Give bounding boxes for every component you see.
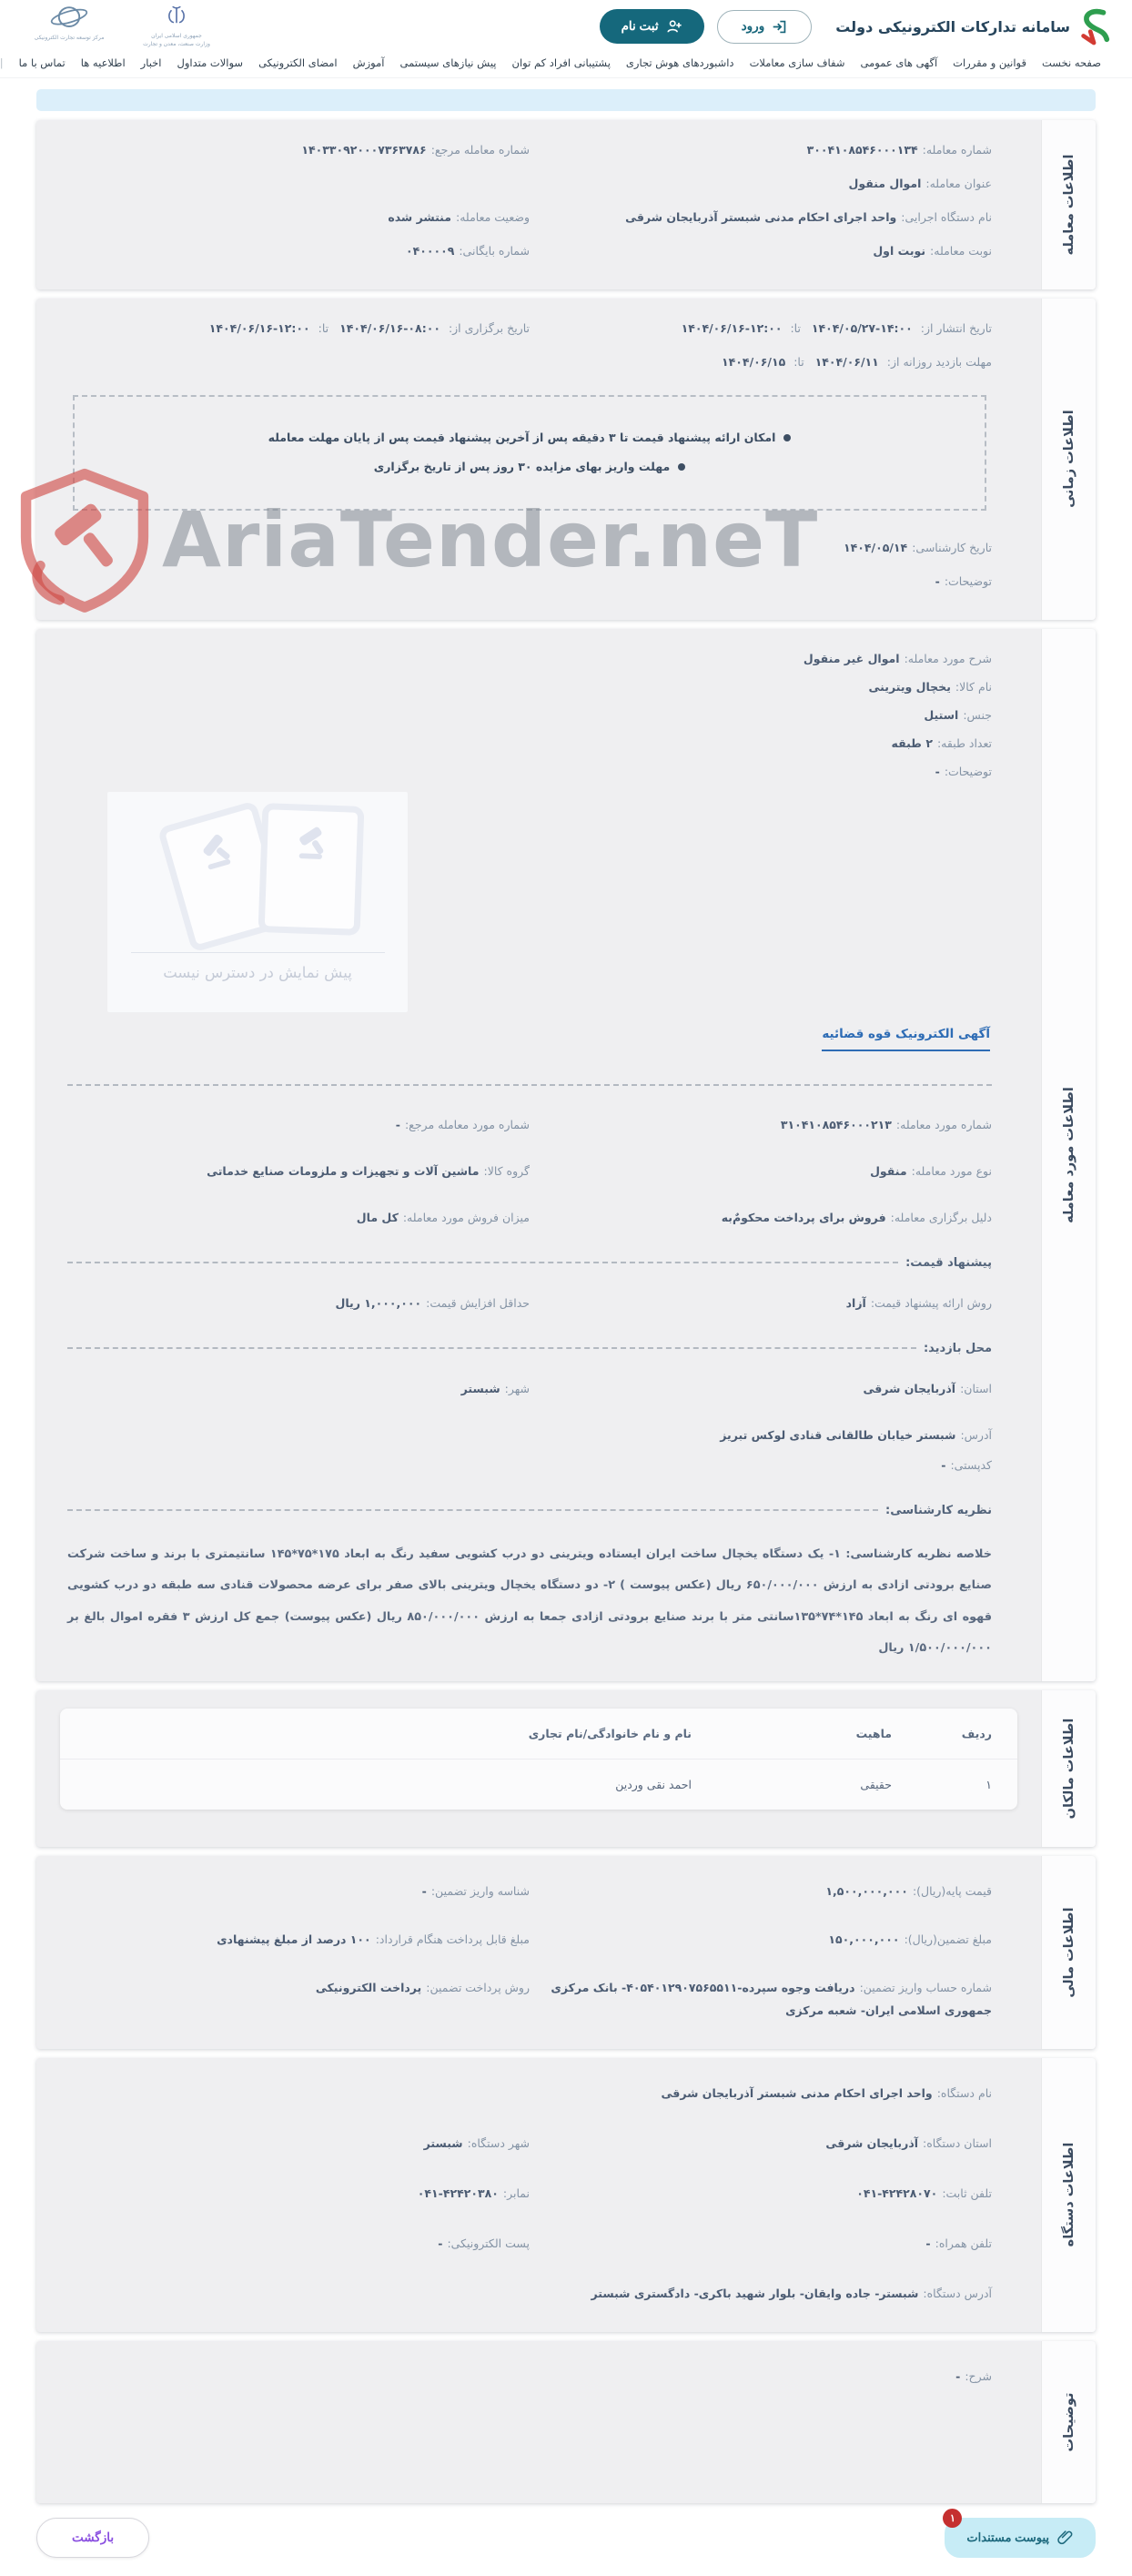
- owners-table: [60, 1709, 1017, 1810]
- section-title-explanations: توضیحات: [1041, 2341, 1096, 2503]
- nav-home[interactable]: صفحه نخست: [1041, 56, 1101, 69]
- expert-opinion-divider: نظریه کارشناسی:: [67, 1504, 992, 1517]
- field-shelf-count: [67, 732, 992, 755]
- field-value: ۱۴۰۴/۰۶/۱۶-۱۲:۰۰: [681, 321, 783, 335]
- field-explanation: [67, 2365, 992, 2388]
- field-value: استیل: [924, 707, 959, 722]
- field-deal-status: [67, 206, 530, 228]
- footer-actions: [36, 2512, 1096, 2558]
- field-subject-notes: [67, 760, 992, 783]
- ecommerce-center-logo: [27, 5, 111, 42]
- field-label: قیمت پایه(ریال):: [912, 1883, 992, 1898]
- cell-row-number: ۱: [985, 1777, 992, 1791]
- field-label: تعداد طبقه:: [936, 735, 992, 750]
- field-value: آزاد: [845, 1295, 866, 1310]
- section-subject-info: [36, 629, 1096, 1681]
- field-archive-number: [67, 239, 530, 262]
- field-mobile: [530, 2232, 992, 2255]
- field-offer-method: [530, 1292, 992, 1314]
- field-value: -: [438, 2236, 443, 2250]
- nav-system-requirements[interactable]: پیش نیازهای سیستمی: [399, 56, 497, 69]
- field-device-city: [67, 2132, 530, 2155]
- back-button[interactable]: بازگشت: [36, 2518, 149, 2558]
- field-label: عنوان معامله:: [925, 177, 992, 190]
- expert-summary-paragraph: خلاصه نظریه کارشناسی: ۱- یک دستگاه یخچال ساخت ایران ایستاده ویترینی دو درب کشویی سفید رنگ به ابعاد ۱۷۵*۷۵*۱۴۵ سانتیمتری با برند و ساخت شرکت صنایع برودتی ازادی به ارزش ۶۵۰/۰۰۰/۰۰۰ ریال (عکس پیوست ) ۲- دو دستگاه یخچال ویترینی بالای صفر برای عرضه محصولات قنادی سه طبقه دو درب کشویی قهوه ای رنگ به ابعاد ۱۴۵*۷۴*۱۳۵سانتی متر با برند صنایع برودتی ازادی جمعا به ارزش ۸۵۰/۰۰۰/۰۰۰ ریال (عکس پیوست) جمع کل ارزش ۳ فقره اموال بالغ بر ۱/۵۰۰/۰۰۰/۰۰۰ ریال: [67, 1547, 992, 1656]
- register-label: ثبت نام: [621, 19, 659, 33]
- field-value: -: [935, 573, 940, 588]
- image-preview-placeholder: [107, 792, 408, 1012]
- login-button[interactable]: [717, 10, 813, 44]
- col-row-number: ردیف: [961, 1726, 992, 1740]
- field-value: واحد اجرای احکام مدنی شبستر آذربایجان شرقی: [661, 2085, 933, 2100]
- field-city: [67, 1377, 530, 1400]
- field-label: مبلغ تضمین(ریال):: [904, 1932, 992, 1946]
- section-owners-info: [36, 1690, 1096, 1847]
- ministry-caption-line1: جمهوری اسلامی ایران: [151, 33, 202, 39]
- field-label: شماره بایگانی:: [459, 244, 530, 258]
- nav-bi-dashboards[interactable]: داشبوردهای هوش تجاری: [625, 56, 734, 69]
- field-label: جنس:: [963, 707, 992, 722]
- field-label: کدپستی:: [950, 1457, 992, 1472]
- field-publish-range: [530, 317, 992, 340]
- field-value: آذربایجان شرقی: [825, 2135, 919, 2150]
- nav-training[interactable]: آموزش: [352, 56, 385, 69]
- field-label: توضیحات:: [944, 573, 992, 588]
- field-visit-range: [67, 350, 992, 373]
- field-value: ۱۴۰۴/۰۶/۱۱: [814, 355, 879, 369]
- field-label: روش ارائه پیشنهاد قیمت:: [870, 1295, 992, 1310]
- section-financial-info: [36, 1856, 1096, 2049]
- field-label: پست الکترونیکی:: [447, 2236, 530, 2250]
- field-label: وضعیت معامله:: [456, 210, 530, 224]
- field-label: استان:: [960, 1381, 992, 1395]
- field-value: ۱۴۰۴/۰۵/۲۷-۱۴:۰۰: [811, 321, 913, 335]
- cell-nature: حقیقی: [860, 1777, 892, 1791]
- owners-content: [36, 1690, 1041, 1847]
- field-value: -: [395, 1117, 400, 1131]
- field-ref-number: [67, 138, 530, 161]
- field-label: نام دستگاه اجرایی:: [901, 210, 992, 224]
- price-offer-divider: پیشنهاد قیمت:: [67, 1256, 992, 1270]
- gavel-icon: [290, 819, 334, 863]
- section-title-deal: اطلاعات معامله: [1041, 120, 1096, 289]
- col-nature: ماهیت: [855, 1726, 892, 1740]
- field-value: شبستر: [460, 1381, 500, 1395]
- field-deal-title: [67, 172, 992, 195]
- ministry-emblem-logo: [135, 5, 218, 48]
- field-material: [67, 704, 992, 726]
- document-card-icon: [258, 803, 365, 936]
- field-value: شبستر- جاده وایقان- بلوار شهید باکری- دادگستری شبستر: [591, 2286, 919, 2300]
- field-label: نوبت معامله:: [930, 244, 992, 258]
- setad-logo-icon: [1077, 7, 1112, 46]
- field-deal-number: [530, 138, 992, 161]
- field-label: تاریخ کارشناسی:: [912, 540, 992, 554]
- field-label: آدرس دستگاه:: [923, 2286, 992, 2300]
- field-value: -: [955, 2368, 961, 2383]
- field-device-name: [67, 2082, 992, 2104]
- field-value: آذربایجان شرقی: [863, 1381, 956, 1395]
- field-label: آدرس:: [960, 1427, 992, 1442]
- field-fax: [67, 2182, 530, 2205]
- table-row: [60, 1760, 1017, 1810]
- field-label: تا:: [318, 321, 329, 335]
- field-goods-name: [67, 675, 992, 698]
- nav-rules[interactable]: قوانین و مقررات: [953, 56, 1026, 69]
- header: [0, 0, 1132, 53]
- note-text: مهلت واریز بهای مزایده ۳۰ روز پس از تاریخ برگزاری: [373, 460, 671, 474]
- field-deal-round: [530, 239, 992, 262]
- subject-content: [36, 629, 1041, 1681]
- section-title-owners: اطلاعات مالکان: [1041, 1690, 1096, 1847]
- register-person-icon: [666, 18, 682, 35]
- field-value: ۰۴۰۰۰۰۹: [405, 244, 455, 258]
- iran-emblem-icon: [163, 5, 190, 32]
- field-deposit-id: [67, 1880, 530, 1902]
- section-explanations: [36, 2341, 1096, 2503]
- field-label: توضیحات:: [944, 764, 992, 778]
- field-label: نام کالا:: [955, 679, 992, 694]
- field-label: مبلغ قابل پرداخت هنگام قرارداد:: [375, 1932, 530, 1946]
- field-value: ۳۱۰۴۱۰۸۵۴۶۰۰۰۲۱۳: [780, 1117, 892, 1131]
- cell-name: احمد نقی وردین: [615, 1777, 692, 1791]
- field-expert-date: [67, 536, 992, 559]
- field-label: تلفن ثابت:: [942, 2186, 992, 2200]
- field-value: منقول: [870, 1163, 907, 1178]
- field-value: ماشین آلات و تجهیزات و ملزومات صنایع خدماتی: [207, 1163, 480, 1178]
- field-label: گروه کالا:: [483, 1163, 530, 1178]
- field-value: کل مال: [356, 1210, 399, 1224]
- register-button[interactable]: [600, 9, 704, 44]
- nav-announcements[interactable]: اطلاعیه ها: [80, 56, 126, 69]
- field-label: تلفن همراه:: [935, 2236, 992, 2250]
- field-label: دلیل برگزاری معامله:: [890, 1210, 992, 1224]
- field-label: شماره معامله:: [922, 143, 992, 157]
- preview-unavailable-text: پیش نمایش در دسترس نیست: [163, 963, 352, 981]
- site-brand[interactable]: [835, 7, 1112, 46]
- field-label: شرح:: [965, 2368, 992, 2383]
- nav-faq[interactable]: سوالات متداول: [177, 56, 244, 69]
- field-value: پرداخت الکترونیکی: [315, 1980, 422, 1994]
- field-email: [67, 2232, 530, 2255]
- field-value: ۱,۵۰۰,۰۰۰,۰۰۰: [825, 1883, 908, 1898]
- field-label: حداقل افزایش قیمت:: [426, 1295, 530, 1310]
- field-value: ۱۴۰۴/۰۶/۱۶-۱۲:۰۰: [208, 321, 310, 335]
- site-title: سامانه تدارکات الکترونیکی دولت: [835, 17, 1070, 35]
- field-subject-description: [67, 647, 992, 670]
- field-label: نمابر:: [502, 2186, 530, 2200]
- paperclip-icon: [1057, 2530, 1074, 2546]
- field-label: استان دستگاه:: [923, 2135, 992, 2150]
- field-label: نوع مورد معامله:: [911, 1163, 992, 1178]
- field-subject-ref-number: [67, 1113, 530, 1136]
- field-value: ۱۴۰۴/۰۵/۱۴: [844, 540, 908, 554]
- field-label: تاریخ برگزاری از:: [448, 321, 530, 335]
- field-value: -: [925, 2236, 931, 2250]
- field-label: شماره معامله مرجع:: [430, 143, 530, 157]
- field-postal-code: [67, 1454, 992, 1476]
- nav-public-ads[interactable]: آگهی های عمومی: [860, 56, 938, 69]
- login-label: ورود: [741, 19, 765, 33]
- watermark-text: AriaTender.neT: [162, 495, 819, 584]
- owners-table-header: [60, 1709, 1017, 1760]
- field-holding-reason: [530, 1206, 992, 1229]
- field-value: ۰۴۱-۴۲۴۲۰۳۸۰: [417, 2186, 499, 2200]
- field-value: ۳۰۰۴۱۰۸۵۴۶۰۰۰۱۳۴: [806, 143, 918, 157]
- field-deposit-account: [530, 1976, 992, 2022]
- nav-separator: |: [0, 56, 4, 69]
- preview-documents-graphic: [116, 803, 399, 947]
- nav-news[interactable]: اخبار: [140, 56, 162, 69]
- section-title-timing: اطلاعات زمانی: [1041, 299, 1096, 620]
- field-label: شهر دستگاه:: [467, 2135, 530, 2150]
- field-label: شماره مورد معامله:: [895, 1117, 992, 1131]
- field-value: اموال غیر منقول: [803, 651, 900, 665]
- field-value: ۱۴۰۳۳۰۹۲۰۰۰۷۳۶۳۷۸۶: [301, 143, 427, 157]
- section-title-financial: اطلاعات مالی: [1041, 1856, 1096, 2049]
- field-value: ۲ طبقه: [891, 735, 933, 750]
- field-min-increase: [67, 1292, 530, 1314]
- field-sale-portion: [67, 1206, 530, 1229]
- field-label: شماره حساب واریز تضمین:: [859, 1980, 992, 1994]
- field-label: نام دستگاه:: [936, 2085, 992, 2100]
- field-goods-group: [67, 1160, 530, 1182]
- gavel-icon: [190, 823, 242, 875]
- section-deal-info: [36, 120, 1096, 289]
- note-item: [91, 455, 968, 479]
- main-nav: [0, 53, 1132, 78]
- field-label: میزان فروش مورد معامله:: [402, 1210, 530, 1224]
- ecommerce-center-caption: مرکز توسعه تجارت الکترونیکی: [34, 35, 105, 41]
- field-address: [67, 1424, 992, 1446]
- device-content: [36, 2058, 1041, 2332]
- col-name: نام و نام خانوادگی/نام تجاری: [528, 1726, 692, 1740]
- field-value: -: [421, 1883, 427, 1898]
- visit-location-divider: محل بازدید:: [67, 1342, 992, 1355]
- field-value: اموال منقول: [848, 177, 922, 190]
- field-value: واحد اجرای احکام مدنی شبستر آذربایجان شرقی: [625, 210, 897, 224]
- financial-content: [36, 1856, 1041, 2049]
- field-value: فروش برای پرداخت محکومٌ‌به: [721, 1210, 886, 1224]
- note-item: [91, 426, 968, 450]
- field-label: روش پرداخت تضمین:: [426, 1980, 530, 1994]
- field-value: ۱۰۰ درصد از مبلغ پیشنهادی: [217, 1932, 371, 1946]
- field-device-province: [530, 2132, 992, 2155]
- nav-contact[interactable]: تماس با ما: [18, 56, 66, 69]
- field-value: ۱,۰۰۰,۰۰۰ ریال: [335, 1295, 422, 1310]
- field-value: دریافت وجوه سپرده-۴۰۵۴۰۱۲۹۰۷۵۶۵۵۱۱- بانک مرکزی جمهوری اسلامی ایران- شعبه مرکزی: [551, 1980, 992, 2017]
- field-value: ۱۴۰۴/۰۶/۱۶-۰۸:۰۰: [339, 321, 440, 335]
- login-icon: [772, 19, 787, 35]
- field-value: نوبت اول: [873, 244, 926, 258]
- field-value: ۱۴۰۴/۰۶/۱۵: [722, 355, 786, 369]
- field-value: -: [941, 1457, 946, 1472]
- dashed-divider: [67, 1084, 992, 1086]
- section-title-subject: اطلاعات مورد معامله: [1041, 629, 1096, 1681]
- field-label: شناسه واریز تضمین:: [430, 1883, 530, 1898]
- field-guarantee-amount: [530, 1928, 992, 1951]
- nav-accessibility-support[interactable]: پشتیبانی افراد کم توان: [511, 56, 611, 69]
- field-holding-range: [67, 317, 530, 340]
- nav-transparency[interactable]: شفاف سازی معاملات: [749, 56, 845, 69]
- field-value: یخچال ویترینی: [868, 679, 951, 694]
- field-timing-description: [67, 570, 992, 593]
- field-contract-payment: [67, 1928, 530, 1951]
- field-guarantee-method: [67, 1976, 530, 2022]
- field-label: تا:: [790, 321, 801, 335]
- field-value: ۱۵۰,۰۰۰,۰۰۰: [828, 1932, 900, 1946]
- field-subject-number: [530, 1113, 992, 1136]
- field-device-address: [67, 2282, 992, 2305]
- field-value: شبستر خیابان طالقانی قنادی لوکس تبریز: [720, 1427, 956, 1442]
- field-value: ۰۴۱-۴۲۴۲۸۰۷۰: [856, 2186, 938, 2200]
- note-text: امکان ارائه پیشنهاد قیمت تا ۳ دقیقه پس از آخرین پیشنهاد قیمت پس از پایان مهلت معامله: [268, 431, 776, 444]
- info-strip: [36, 89, 1096, 111]
- field-label: شهر:: [504, 1381, 530, 1395]
- judiciary-announcement-link[interactable]: آگهی الکترونیک قوه قضائیه: [822, 1027, 990, 1051]
- section-device-info: [36, 2058, 1096, 2332]
- ministry-caption-line2: وزارت صنعت، معدن و تجارت: [143, 41, 210, 47]
- field-value: شبستر: [423, 2135, 463, 2150]
- field-value: -: [935, 764, 940, 778]
- field-subject-type: [530, 1160, 992, 1182]
- explanations-content: [36, 2341, 1041, 2503]
- bullet-icon: [678, 463, 685, 471]
- nav-e-signature[interactable]: امضای الکترونیکی: [258, 56, 338, 69]
- attachments-label: پیوست مستندات: [966, 2530, 1049, 2544]
- section-timing-info: [36, 299, 1096, 620]
- field-label: مهلت بازدید روزانه از:: [886, 355, 992, 369]
- field-label: شرح مورد معامله:: [904, 651, 992, 665]
- section-title-device: اطلاعات دستگاه: [1041, 2058, 1096, 2332]
- field-base-price: [530, 1880, 992, 1902]
- field-phone: [530, 2182, 992, 2205]
- field-province: [530, 1377, 992, 1400]
- deal-content: [36, 120, 1041, 289]
- field-label: تا:: [793, 355, 804, 369]
- timing-notes-box: [73, 395, 986, 511]
- government-logos: [20, 5, 218, 48]
- attachments-count-badge: ۱: [943, 2509, 962, 2528]
- bullet-icon: [783, 434, 791, 441]
- status-badge: منتشر شده: [388, 210, 452, 224]
- attachments-button[interactable]: [945, 2512, 1096, 2558]
- globe-orbit-icon: [48, 5, 90, 34]
- field-label: تاریخ انتشار از:: [920, 321, 992, 335]
- timing-content: [36, 299, 1041, 620]
- field-agency-name: [530, 206, 992, 228]
- field-label: شماره مورد معامله مرجع:: [404, 1117, 530, 1131]
